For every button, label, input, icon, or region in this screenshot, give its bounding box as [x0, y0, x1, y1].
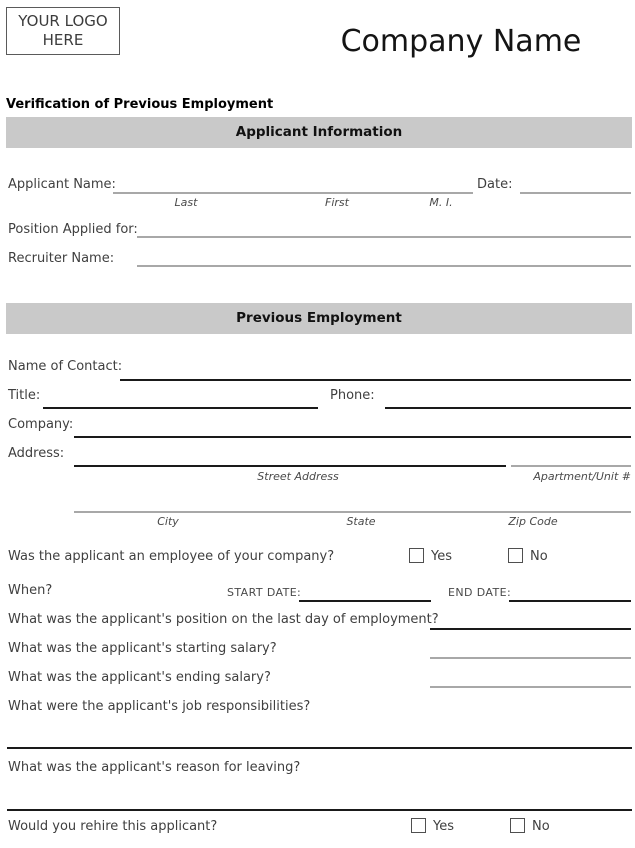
section-header-previous-employment: Previous Employment	[6, 303, 632, 334]
company-label: Company:	[8, 417, 74, 432]
date-field[interactable]	[520, 192, 631, 194]
title-field[interactable]	[43, 407, 318, 409]
reason-leaving-answer-divider[interactable]	[7, 809, 632, 811]
position-question-field[interactable]	[430, 628, 631, 630]
date-label: Date:	[477, 177, 513, 192]
company-name: Company Name	[340, 24, 582, 59]
employee-yes-checkbox[interactable]	[409, 548, 424, 563]
reason-leaving-question-label: What was the applicant's reason for leaving?	[8, 760, 301, 775]
rehire-question-label: Would you rehire this applicant?	[8, 819, 218, 834]
when-label: When?	[8, 583, 53, 598]
end-date-label: END DATE:	[448, 586, 512, 599]
apartment-unit-sublabel: Apartment/Unit #	[533, 470, 631, 483]
city-state-zip-field[interactable]	[74, 511, 631, 513]
starting-salary-question-label: What was the applicant's starting salary?	[8, 641, 277, 656]
position-question-label: What was the applicant's position on the last day of employment?	[8, 612, 439, 627]
ending-salary-field[interactable]	[430, 686, 631, 688]
name-mi-sublabel: M. I.	[429, 196, 453, 209]
street-address-field[interactable]	[74, 465, 506, 467]
responsibilities-answer-divider[interactable]	[7, 747, 632, 749]
employee-question-label: Was the applicant an employee of your company?	[8, 549, 335, 564]
employee-yes-label: Yes	[431, 549, 452, 564]
zip-code-sublabel: Zip Code	[508, 515, 558, 528]
phone-label: Phone:	[330, 388, 375, 403]
city-sublabel: City	[157, 515, 179, 528]
title-label: Title:	[8, 388, 41, 403]
contact-name-label: Name of Contact:	[8, 359, 123, 374]
address-label: Address:	[8, 446, 65, 461]
apartment-unit-field[interactable]	[511, 465, 631, 467]
responsibilities-question-label: What were the applicant's job responsibilities?	[8, 699, 311, 714]
starting-salary-field[interactable]	[430, 657, 631, 659]
start-date-label: START DATE:	[227, 586, 302, 599]
recruiter-name-field[interactable]	[137, 265, 631, 267]
phone-field[interactable]	[385, 407, 631, 409]
form-title: Verification of Previous Employment	[6, 97, 274, 112]
rehire-no-label: No	[532, 819, 550, 834]
section-header-applicant-information: Applicant Information	[6, 117, 632, 148]
name-first-sublabel: First	[325, 196, 349, 209]
state-sublabel: State	[346, 515, 376, 528]
logo-placeholder	[6, 7, 120, 55]
contact-name-field[interactable]	[120, 379, 631, 381]
position-applied-field[interactable]	[137, 236, 631, 238]
employee-no-label: No	[530, 549, 548, 564]
rehire-no-checkbox[interactable]	[510, 818, 525, 833]
employee-no-checkbox[interactable]	[508, 548, 523, 563]
rehire-yes-label: Yes	[433, 819, 454, 834]
end-date-field[interactable]	[509, 600, 631, 602]
company-field[interactable]	[74, 436, 631, 438]
logo-text: YOUR LOGO HERE	[18, 12, 108, 49]
applicant-name-label: Applicant Name:	[8, 177, 116, 192]
recruiter-name-label: Recruiter Name:	[8, 251, 115, 266]
ending-salary-question-label: What was the applicant's ending salary?	[8, 670, 271, 685]
name-last-sublabel: Last	[174, 196, 198, 209]
street-address-sublabel: Street Address	[257, 470, 339, 483]
applicant-name-field[interactable]	[113, 192, 473, 194]
rehire-yes-checkbox[interactable]	[411, 818, 426, 833]
start-date-field[interactable]	[299, 600, 431, 602]
position-applied-label: Position Applied for:	[8, 222, 138, 237]
